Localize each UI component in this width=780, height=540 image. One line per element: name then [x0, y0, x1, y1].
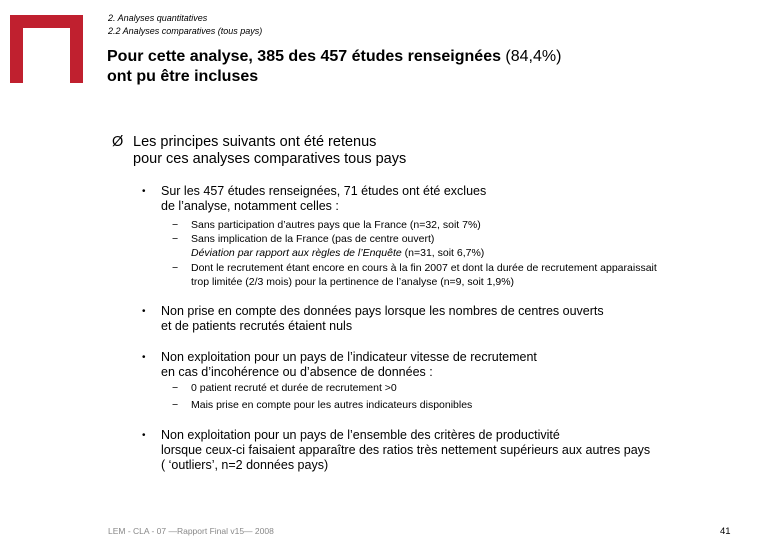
bullet-icon: • [142, 430, 146, 441]
bullet-icon: • [142, 352, 146, 363]
sub-text-rest: (n=31, soit 6,7%) [401, 247, 485, 259]
sub-text: 0 patient recruté et durée de recrutement >0 [191, 382, 397, 394]
sub-list-item [172, 381, 397, 395]
dash-icon: − [172, 233, 179, 245]
bullet-text-line1: Non exploitation pour un pays de l’indicateur vitesse de recrutement [161, 350, 537, 364]
bullet-text-line2: de l’analyse, notamment celles : [161, 199, 339, 213]
breadcrumb-section: 2. Analyses quantitatives [108, 13, 208, 23]
bullet-text-line2: et de patients recrutés étaient nuls [161, 319, 353, 333]
dash-icon: − [172, 382, 179, 394]
sub-text: Sans participation d’autres pays que la France (n=32, soit 7%) [191, 219, 481, 231]
bullet-text-line3: ( ‘outliers’, n=2 données pays) [161, 458, 329, 472]
page-number: 41 [720, 526, 731, 537]
list-item [142, 350, 537, 380]
list-item [142, 184, 486, 214]
bullet-text-line1: Non prise en compte des données pays lorsque les nombres de centres ouverts [161, 304, 604, 318]
bullet-icon: • [142, 186, 146, 197]
bullet-text-line2: en cas d’incohérence ou d’absence de données : [161, 365, 433, 379]
sub-text-line2: trop limitée (2/3 mois) pour la pertinence de l’analyse (n=9, soit 1,9%) [191, 276, 515, 288]
breadcrumb-subsection: 2.2 Analyses comparatives (tous pays) [108, 26, 263, 36]
sub-list-item [172, 218, 481, 232]
brand-logo [10, 15, 83, 83]
heading-line2: pour ces analyses comparatives tous pays [133, 151, 407, 167]
bullet-text-line1: Non exploitation pour un pays de l’ensemble des critères de productivité [161, 428, 560, 442]
list-item [142, 304, 604, 334]
footer-text: LEM - CLA - 07 —Rapport Final v15— 2008 [108, 526, 274, 536]
dash-icon: − [172, 262, 179, 274]
bullet-icon: • [142, 306, 146, 317]
bullet-text-line1: Sur les 457 études renseignées, 71 études ont été exclues [161, 184, 487, 198]
heading-line1: Les principes suivants ont été retenus [133, 134, 377, 150]
section-heading [112, 134, 672, 168]
title-bold-line2: ont pu être incluses [107, 68, 259, 85]
sub-text: Sans implication de la France (pas de centre ouvert) [191, 233, 435, 245]
dash-icon: − [172, 219, 179, 231]
page-title [107, 47, 727, 87]
title-bold-part: Pour cette analyse, 385 des 457 études renseignées [107, 48, 501, 65]
sub-list-item [172, 232, 484, 260]
breadcrumb [108, 12, 262, 38]
sub-list-item [172, 398, 472, 412]
sub-text-italic: Déviation par rapport aux règles de l’Enquête [191, 247, 402, 259]
arrow-bullet-icon: Ø [112, 134, 124, 150]
sub-text: Dont le recrutement étant encore en cours à la fin 2007 et dont la durée de recrutement apparaissait [191, 262, 657, 274]
dash-icon: − [172, 399, 179, 411]
sub-list-item [172, 261, 657, 289]
list-item [142, 428, 650, 473]
bullet-text-line2: lorsque ceux-ci faisaient apparaître des ratios très nettement supérieurs aux autres pays [161, 443, 651, 457]
sub-text: Mais prise en compte pour les autres indicateurs disponibles [191, 399, 473, 411]
title-percentage: (84,4%) [500, 48, 562, 65]
